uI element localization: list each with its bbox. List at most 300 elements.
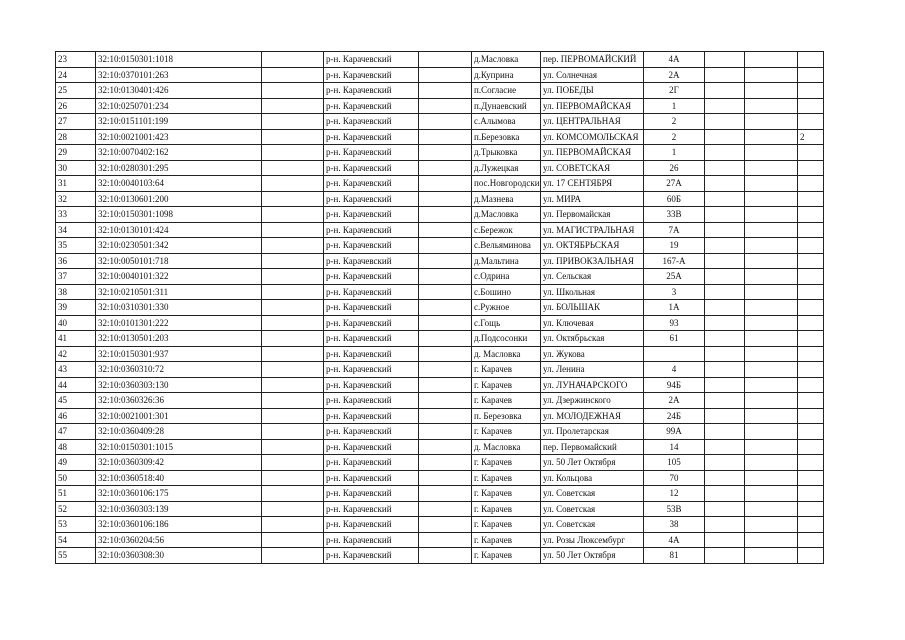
settlement: п.Согласие (472, 83, 541, 99)
settlement: д.Куприна (472, 67, 541, 83)
table-row (56, 346, 824, 362)
table-row (56, 83, 824, 99)
cadastral-number: 32:10:0040103:64 (96, 176, 262, 192)
empty-cell (419, 331, 472, 347)
empty-cell (705, 300, 745, 316)
table-row (56, 300, 824, 316)
empty-cell (262, 160, 324, 176)
district: р-н. Карачевский (324, 300, 419, 316)
row-number: 31 (56, 176, 96, 192)
empty-cell (262, 377, 324, 393)
row-number: 30 (56, 160, 96, 176)
house-number: 38 (644, 517, 705, 533)
row-number: 33 (56, 207, 96, 223)
cadastral-number: 32:10:0130401:426 (96, 83, 262, 99)
empty-cell (745, 532, 798, 548)
empty-cell (705, 222, 745, 238)
district: р-н. Карачевский (324, 83, 419, 99)
extra-value (798, 83, 824, 99)
extra-value (798, 362, 824, 378)
extra-value (798, 67, 824, 83)
empty-cell (705, 517, 745, 533)
cadastral-number: 32:10:0070402:162 (96, 145, 262, 161)
empty-cell (705, 207, 745, 223)
district: р-н. Карачевский (324, 284, 419, 300)
empty-cell (745, 548, 798, 564)
cadastral-number: 32:10:0360326:36 (96, 393, 262, 409)
extra-value: 2 (798, 129, 824, 145)
empty-cell (745, 455, 798, 471)
settlement: г. Карачев (472, 362, 541, 378)
extra-value (798, 269, 824, 285)
settlement: г. Карачев (472, 455, 541, 471)
street: ул. КОМСОМОЛЬСКАЯ (541, 129, 644, 145)
extra-value (798, 517, 824, 533)
empty-cell (262, 98, 324, 114)
empty-cell (745, 253, 798, 269)
table-row (56, 98, 824, 114)
house-number: 2А (644, 393, 705, 409)
row-number: 42 (56, 346, 96, 362)
empty-cell (419, 176, 472, 192)
settlement: д.Трыковка (472, 145, 541, 161)
empty-cell (745, 331, 798, 347)
settlement: г. Карачев (472, 517, 541, 533)
empty-cell (419, 439, 472, 455)
house-number: 70 (644, 470, 705, 486)
row-number: 55 (56, 548, 96, 564)
cadastral-number: 32:10:0150301:1015 (96, 439, 262, 455)
table-row (56, 532, 824, 548)
row-number: 43 (56, 362, 96, 378)
extra-value (798, 176, 824, 192)
table-row (56, 548, 824, 564)
empty-cell (705, 331, 745, 347)
cadastral-number: 32:10:0050101:718 (96, 253, 262, 269)
table-row (56, 315, 824, 331)
empty-cell (419, 83, 472, 99)
district: р-н. Карачевский (324, 501, 419, 517)
empty-cell (705, 393, 745, 409)
house-number: 1А (644, 300, 705, 316)
extra-value (798, 145, 824, 161)
empty-cell (705, 253, 745, 269)
table-row (56, 176, 824, 192)
empty-cell (745, 300, 798, 316)
empty-cell (705, 67, 745, 83)
empty-cell (419, 486, 472, 502)
house-number: 2 (644, 129, 705, 145)
table-row (56, 424, 824, 440)
empty-cell (419, 145, 472, 161)
extra-value (798, 346, 824, 362)
district: р-н. Карачевский (324, 52, 419, 68)
house-number: 14 (644, 439, 705, 455)
empty-cell (262, 331, 324, 347)
street: ул. БОЛЬШАК (541, 300, 644, 316)
cadastral-number: 32:10:0021001:301 (96, 408, 262, 424)
district: р-н. Карачевский (324, 362, 419, 378)
house-number: 105 (644, 455, 705, 471)
empty-cell (262, 532, 324, 548)
district: р-н. Карачевский (324, 346, 419, 362)
empty-cell (705, 408, 745, 424)
empty-cell (419, 532, 472, 548)
empty-cell (705, 486, 745, 502)
empty-cell (705, 455, 745, 471)
street: ул. Дзержинского (541, 393, 644, 409)
district: р-н. Карачевский (324, 377, 419, 393)
table-row (56, 517, 824, 533)
empty-cell (705, 191, 745, 207)
district: р-н. Карачевский (324, 517, 419, 533)
empty-cell (705, 424, 745, 440)
district: р-н. Карачевский (324, 222, 419, 238)
house-number: 60Б (644, 191, 705, 207)
street: ул. МАГИСТРАЛЬНАЯ (541, 222, 644, 238)
empty-cell (705, 532, 745, 548)
empty-cell (745, 145, 798, 161)
empty-cell (745, 67, 798, 83)
street: ул. Ленина (541, 362, 644, 378)
extra-value (798, 284, 824, 300)
cadastral-number: 32:10:0151101:199 (96, 114, 262, 130)
settlement: с.Вельяминова (472, 238, 541, 254)
table-row (56, 284, 824, 300)
empty-cell (745, 486, 798, 502)
settlement: с.Гощь (472, 315, 541, 331)
street: ул. ЛУНАЧАРСКОГО (541, 377, 644, 393)
district: р-н. Карачевский (324, 114, 419, 130)
house-number: 1 (644, 98, 705, 114)
house-number: 2Г (644, 83, 705, 99)
empty-cell (705, 362, 745, 378)
empty-cell (262, 393, 324, 409)
row-number: 32 (56, 191, 96, 207)
row-number: 46 (56, 408, 96, 424)
empty-cell (262, 315, 324, 331)
empty-cell (745, 129, 798, 145)
empty-cell (262, 501, 324, 517)
empty-cell (419, 548, 472, 564)
extra-value (798, 424, 824, 440)
street: ул. Октябрьская (541, 331, 644, 347)
extra-value (798, 238, 824, 254)
empty-cell (745, 269, 798, 285)
house-number: 24Б (644, 408, 705, 424)
empty-cell (419, 362, 472, 378)
house-number: 167-А (644, 253, 705, 269)
table-row (56, 191, 824, 207)
empty-cell (262, 83, 324, 99)
street: ул. ПЕРВОМАЙСКАЯ (541, 145, 644, 161)
row-number: 24 (56, 67, 96, 83)
empty-cell (745, 470, 798, 486)
cadastral-number: 32:10:0360303:139 (96, 501, 262, 517)
extra-value (798, 52, 824, 68)
row-number: 47 (56, 424, 96, 440)
cadastral-number: 32:10:0280301:295 (96, 160, 262, 176)
house-number: 3 (644, 284, 705, 300)
row-number: 41 (56, 331, 96, 347)
street: ул. Советская (541, 517, 644, 533)
district: р-н. Карачевский (324, 176, 419, 192)
empty-cell (419, 269, 472, 285)
table-row (56, 377, 824, 393)
house-number: 27А (644, 176, 705, 192)
district: р-н. Карачевский (324, 439, 419, 455)
settlement: г. Карачев (472, 424, 541, 440)
house-number: 2 (644, 114, 705, 130)
cadastral-number: 32:10:0360106:186 (96, 517, 262, 533)
street: ул. 17 СЕНТЯБРЯ (541, 176, 644, 192)
empty-cell (705, 501, 745, 517)
table-row (56, 253, 824, 269)
table-row (56, 439, 824, 455)
extra-value (798, 300, 824, 316)
empty-cell (419, 455, 472, 471)
empty-cell (745, 160, 798, 176)
empty-cell (419, 393, 472, 409)
settlement: д.Лужецкая (472, 160, 541, 176)
table-row (56, 486, 824, 502)
empty-cell (419, 114, 472, 130)
house-number: 7А (644, 222, 705, 238)
street: ул. ЦЕНТРАЛЬНАЯ (541, 114, 644, 130)
table-row (56, 362, 824, 378)
street: ул. ПЕРВОМАЙСКАЯ (541, 98, 644, 114)
empty-cell (262, 486, 324, 502)
street: ул. МОЛОДЕЖНАЯ (541, 408, 644, 424)
empty-cell (419, 222, 472, 238)
row-number: 39 (56, 300, 96, 316)
empty-cell (705, 83, 745, 99)
empty-cell (262, 269, 324, 285)
house-number: 94Б (644, 377, 705, 393)
cadastral-number: 32:10:0130601:200 (96, 191, 262, 207)
cadastral-number: 32:10:0101301:222 (96, 315, 262, 331)
street: ул. ПОБЕДЫ (541, 83, 644, 99)
extra-value (798, 114, 824, 130)
empty-cell (262, 455, 324, 471)
street: ул. Пролетарская (541, 424, 644, 440)
extra-value (798, 191, 824, 207)
cadastral-number: 32:10:0360309:42 (96, 455, 262, 471)
empty-cell (262, 238, 324, 254)
cadastral-number: 32:10:0040101:322 (96, 269, 262, 285)
district: р-н. Карачевский (324, 548, 419, 564)
empty-cell (419, 98, 472, 114)
table-row (56, 501, 824, 517)
table-row (56, 129, 824, 145)
district: р-н. Карачевский (324, 424, 419, 440)
street: ул. МИРА (541, 191, 644, 207)
table-row (56, 238, 824, 254)
table-row (56, 408, 824, 424)
district: р-н. Карачевский (324, 315, 419, 331)
street: ул. Ключевая (541, 315, 644, 331)
cadastral-number: 32:10:0230501:342 (96, 238, 262, 254)
empty-cell (262, 176, 324, 192)
settlement: с.Бошино (472, 284, 541, 300)
row-number: 48 (56, 439, 96, 455)
street: ул. Школьная (541, 284, 644, 300)
settlement: д. Масловка (472, 346, 541, 362)
settlement: г. Карачев (472, 486, 541, 502)
house-number: 99А (644, 424, 705, 440)
row-number: 27 (56, 114, 96, 130)
row-number: 44 (56, 377, 96, 393)
empty-cell (419, 191, 472, 207)
row-number: 34 (56, 222, 96, 238)
empty-cell (419, 517, 472, 533)
empty-cell (419, 129, 472, 145)
empty-cell (745, 222, 798, 238)
house-number: 81 (644, 548, 705, 564)
empty-cell (745, 207, 798, 223)
extra-value (798, 439, 824, 455)
street: ул. Советская (541, 486, 644, 502)
cadastral-number: 32:10:0130101:424 (96, 222, 262, 238)
cadastral-number: 32:10:0150301:1098 (96, 207, 262, 223)
cadastral-number: 32:10:0130501:203 (96, 331, 262, 347)
row-number: 51 (56, 486, 96, 502)
street: ул. Розы Люксембург (541, 532, 644, 548)
cadastral-number: 32:10:0360204:56 (96, 532, 262, 548)
cadastral-number: 32:10:0360409:28 (96, 424, 262, 440)
district: р-н. Карачевский (324, 191, 419, 207)
cadastral-number: 32:10:0250701:234 (96, 98, 262, 114)
empty-cell (262, 191, 324, 207)
empty-cell (262, 517, 324, 533)
street: пер. ПЕРВОМАЙСКИЙ (541, 52, 644, 68)
empty-cell (262, 439, 324, 455)
empty-cell (745, 408, 798, 424)
empty-cell (262, 114, 324, 130)
empty-cell (419, 408, 472, 424)
table-row (56, 222, 824, 238)
district: р-н. Карачевский (324, 470, 419, 486)
row-number: 45 (56, 393, 96, 409)
district: р-н. Карачевский (324, 67, 419, 83)
row-number: 37 (56, 269, 96, 285)
row-number: 53 (56, 517, 96, 533)
table-row (56, 160, 824, 176)
settlement: г. Карачев (472, 470, 541, 486)
empty-cell (745, 191, 798, 207)
row-number: 26 (56, 98, 96, 114)
house-number: 2А (644, 67, 705, 83)
extra-value (798, 393, 824, 409)
empty-cell (262, 408, 324, 424)
empty-cell (705, 470, 745, 486)
cadastral-number: 32:10:0360308:30 (96, 548, 262, 564)
empty-cell (705, 114, 745, 130)
district: р-н. Карачевский (324, 269, 419, 285)
district: р-н. Карачевский (324, 253, 419, 269)
row-number: 49 (56, 455, 96, 471)
table-row (56, 52, 824, 68)
empty-cell (705, 238, 745, 254)
empty-cell (262, 207, 324, 223)
empty-cell (262, 129, 324, 145)
empty-cell (419, 238, 472, 254)
district: р-н. Карачевский (324, 98, 419, 114)
empty-cell (705, 269, 745, 285)
district: р-н. Карачевский (324, 393, 419, 409)
empty-cell (705, 315, 745, 331)
cadastral-number: 32:10:0150301:1018 (96, 52, 262, 68)
empty-cell (419, 284, 472, 300)
table-row (56, 269, 824, 285)
registry-body (56, 52, 824, 564)
empty-cell (705, 346, 745, 362)
house-number: 4А (644, 52, 705, 68)
extra-value (798, 160, 824, 176)
empty-cell (745, 424, 798, 440)
extra-value (798, 222, 824, 238)
empty-cell (419, 424, 472, 440)
house-number: 33В (644, 207, 705, 223)
settlement: с.Ружное (472, 300, 541, 316)
district: р-н. Карачевский (324, 532, 419, 548)
extra-value (798, 486, 824, 502)
empty-cell (419, 52, 472, 68)
street: ул. Первомайская (541, 207, 644, 223)
row-number: 25 (56, 83, 96, 99)
street: пер. Первомайский (541, 439, 644, 455)
empty-cell (745, 284, 798, 300)
empty-cell (745, 176, 798, 192)
settlement: д.Масловка (472, 207, 541, 223)
empty-cell (419, 315, 472, 331)
street: ул. Сельская (541, 269, 644, 285)
table-row (56, 393, 824, 409)
settlement: п. Березовка (472, 408, 541, 424)
house-number: 26 (644, 160, 705, 176)
extra-value (798, 408, 824, 424)
district: р-н. Карачевский (324, 145, 419, 161)
settlement: д. Масловка (472, 439, 541, 455)
extra-value (798, 253, 824, 269)
settlement: д.Подсосонки (472, 331, 541, 347)
cadastral-number: 32:10:0360518:40 (96, 470, 262, 486)
empty-cell (745, 52, 798, 68)
empty-cell (745, 517, 798, 533)
settlement: с.Бережок (472, 222, 541, 238)
empty-cell (262, 67, 324, 83)
settlement: д.Мазнева (472, 191, 541, 207)
extra-value (798, 455, 824, 471)
street: ул. ОКТЯБРЬСКАЯ (541, 238, 644, 254)
district: р-н. Карачевский (324, 207, 419, 223)
extra-value (798, 377, 824, 393)
empty-cell (705, 284, 745, 300)
empty-cell (262, 424, 324, 440)
row-number: 35 (56, 238, 96, 254)
street: ул. Советская (541, 501, 644, 517)
settlement: пос.Новгородски (472, 176, 541, 192)
row-number: 23 (56, 52, 96, 68)
empty-cell (745, 439, 798, 455)
table-row (56, 455, 824, 471)
empty-cell (419, 470, 472, 486)
row-number: 40 (56, 315, 96, 331)
cadastral-number: 32:10:0210501:311 (96, 284, 262, 300)
cadastral-number: 32:10:0360310:72 (96, 362, 262, 378)
empty-cell (745, 362, 798, 378)
empty-cell (419, 346, 472, 362)
